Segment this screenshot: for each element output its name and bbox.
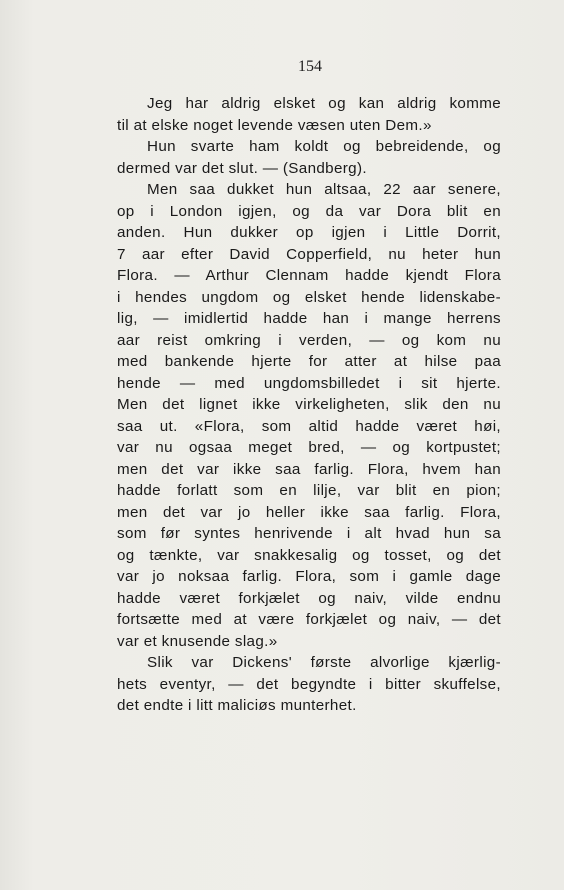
text-line: var jo noksaa farlig. Flora, som i gamle dage	[117, 568, 501, 585]
text-line: i hendes ungdom og elsket hende lidenskabe-	[117, 288, 501, 306]
text-line: var et knusende slag.»	[117, 632, 278, 650]
text-line: lig, — imidlertid hadde han i mange herrens	[117, 310, 501, 327]
text-line: aar reist omkring i verden, — og kom nu	[117, 331, 501, 349]
text-line: var nu ogsaa meget bred, — og kortpustet;	[117, 439, 501, 456]
text-line: med bankende hjerte for atter at hilse paa	[117, 353, 501, 370]
text-line: Men det lignet ikke virkeligheten, slik den nu	[117, 396, 501, 413]
text-line: op i London igjen, og da var Dora blit en	[117, 202, 501, 220]
text-line: saa ut. «Flora, som altid hadde været høi,	[117, 417, 501, 435]
text-line: 7 aar efter David Copperfield, nu heter hun	[117, 245, 501, 263]
page-number: 154	[298, 58, 322, 75]
text-line: Men saa dukket hun altsaa, 22 aar senere,	[147, 181, 501, 198]
text-line: det endte i litt maliciøs munterhet.	[117, 697, 357, 714]
text-line: hadde forlatt som en lilje, var blit en pion;	[117, 482, 501, 499]
text-line: til at elske noget levende væsen uten Dem.»	[117, 116, 432, 134]
text-line: anden. Hun dukker op igjen i Little Dorrit,	[117, 224, 501, 241]
text-line: og tænkte, var snakkesalig og tosset, og det	[117, 546, 501, 564]
text-line: hadde været forkjælet og naiv, vilde endnu	[117, 589, 501, 607]
text-line: Slik var Dickens' første alvorlige kjærlig-	[147, 654, 501, 671]
text-line: dermed var det slut. — (Sandberg).	[117, 159, 367, 177]
text-line: Flora. — Arthur Clennam hadde kjendt Flora	[117, 267, 501, 284]
text-line: men det var jo heller ikke saa farlig. Flora,	[117, 503, 501, 521]
body-text	[117, 93, 501, 717]
text-line: Jeg har aldrig elsket og kan aldrig komme	[147, 95, 501, 112]
text-line: hets eventyr, — det begyndte i bitter skuffelse,	[117, 675, 501, 693]
text-line: fortsætte med at være forkjælet og naiv, — det	[117, 611, 501, 628]
text-line: hende — med ungdomsbilledet i sit hjerte.	[117, 374, 501, 392]
text-line: Hun svarte ham koldt og bebreidende, og	[147, 138, 501, 155]
text-line: men det var ikke saa farlig. Flora, hvem han	[117, 460, 501, 478]
text-line: som før syntes henrivende i alt hvad hun sa	[117, 525, 501, 542]
